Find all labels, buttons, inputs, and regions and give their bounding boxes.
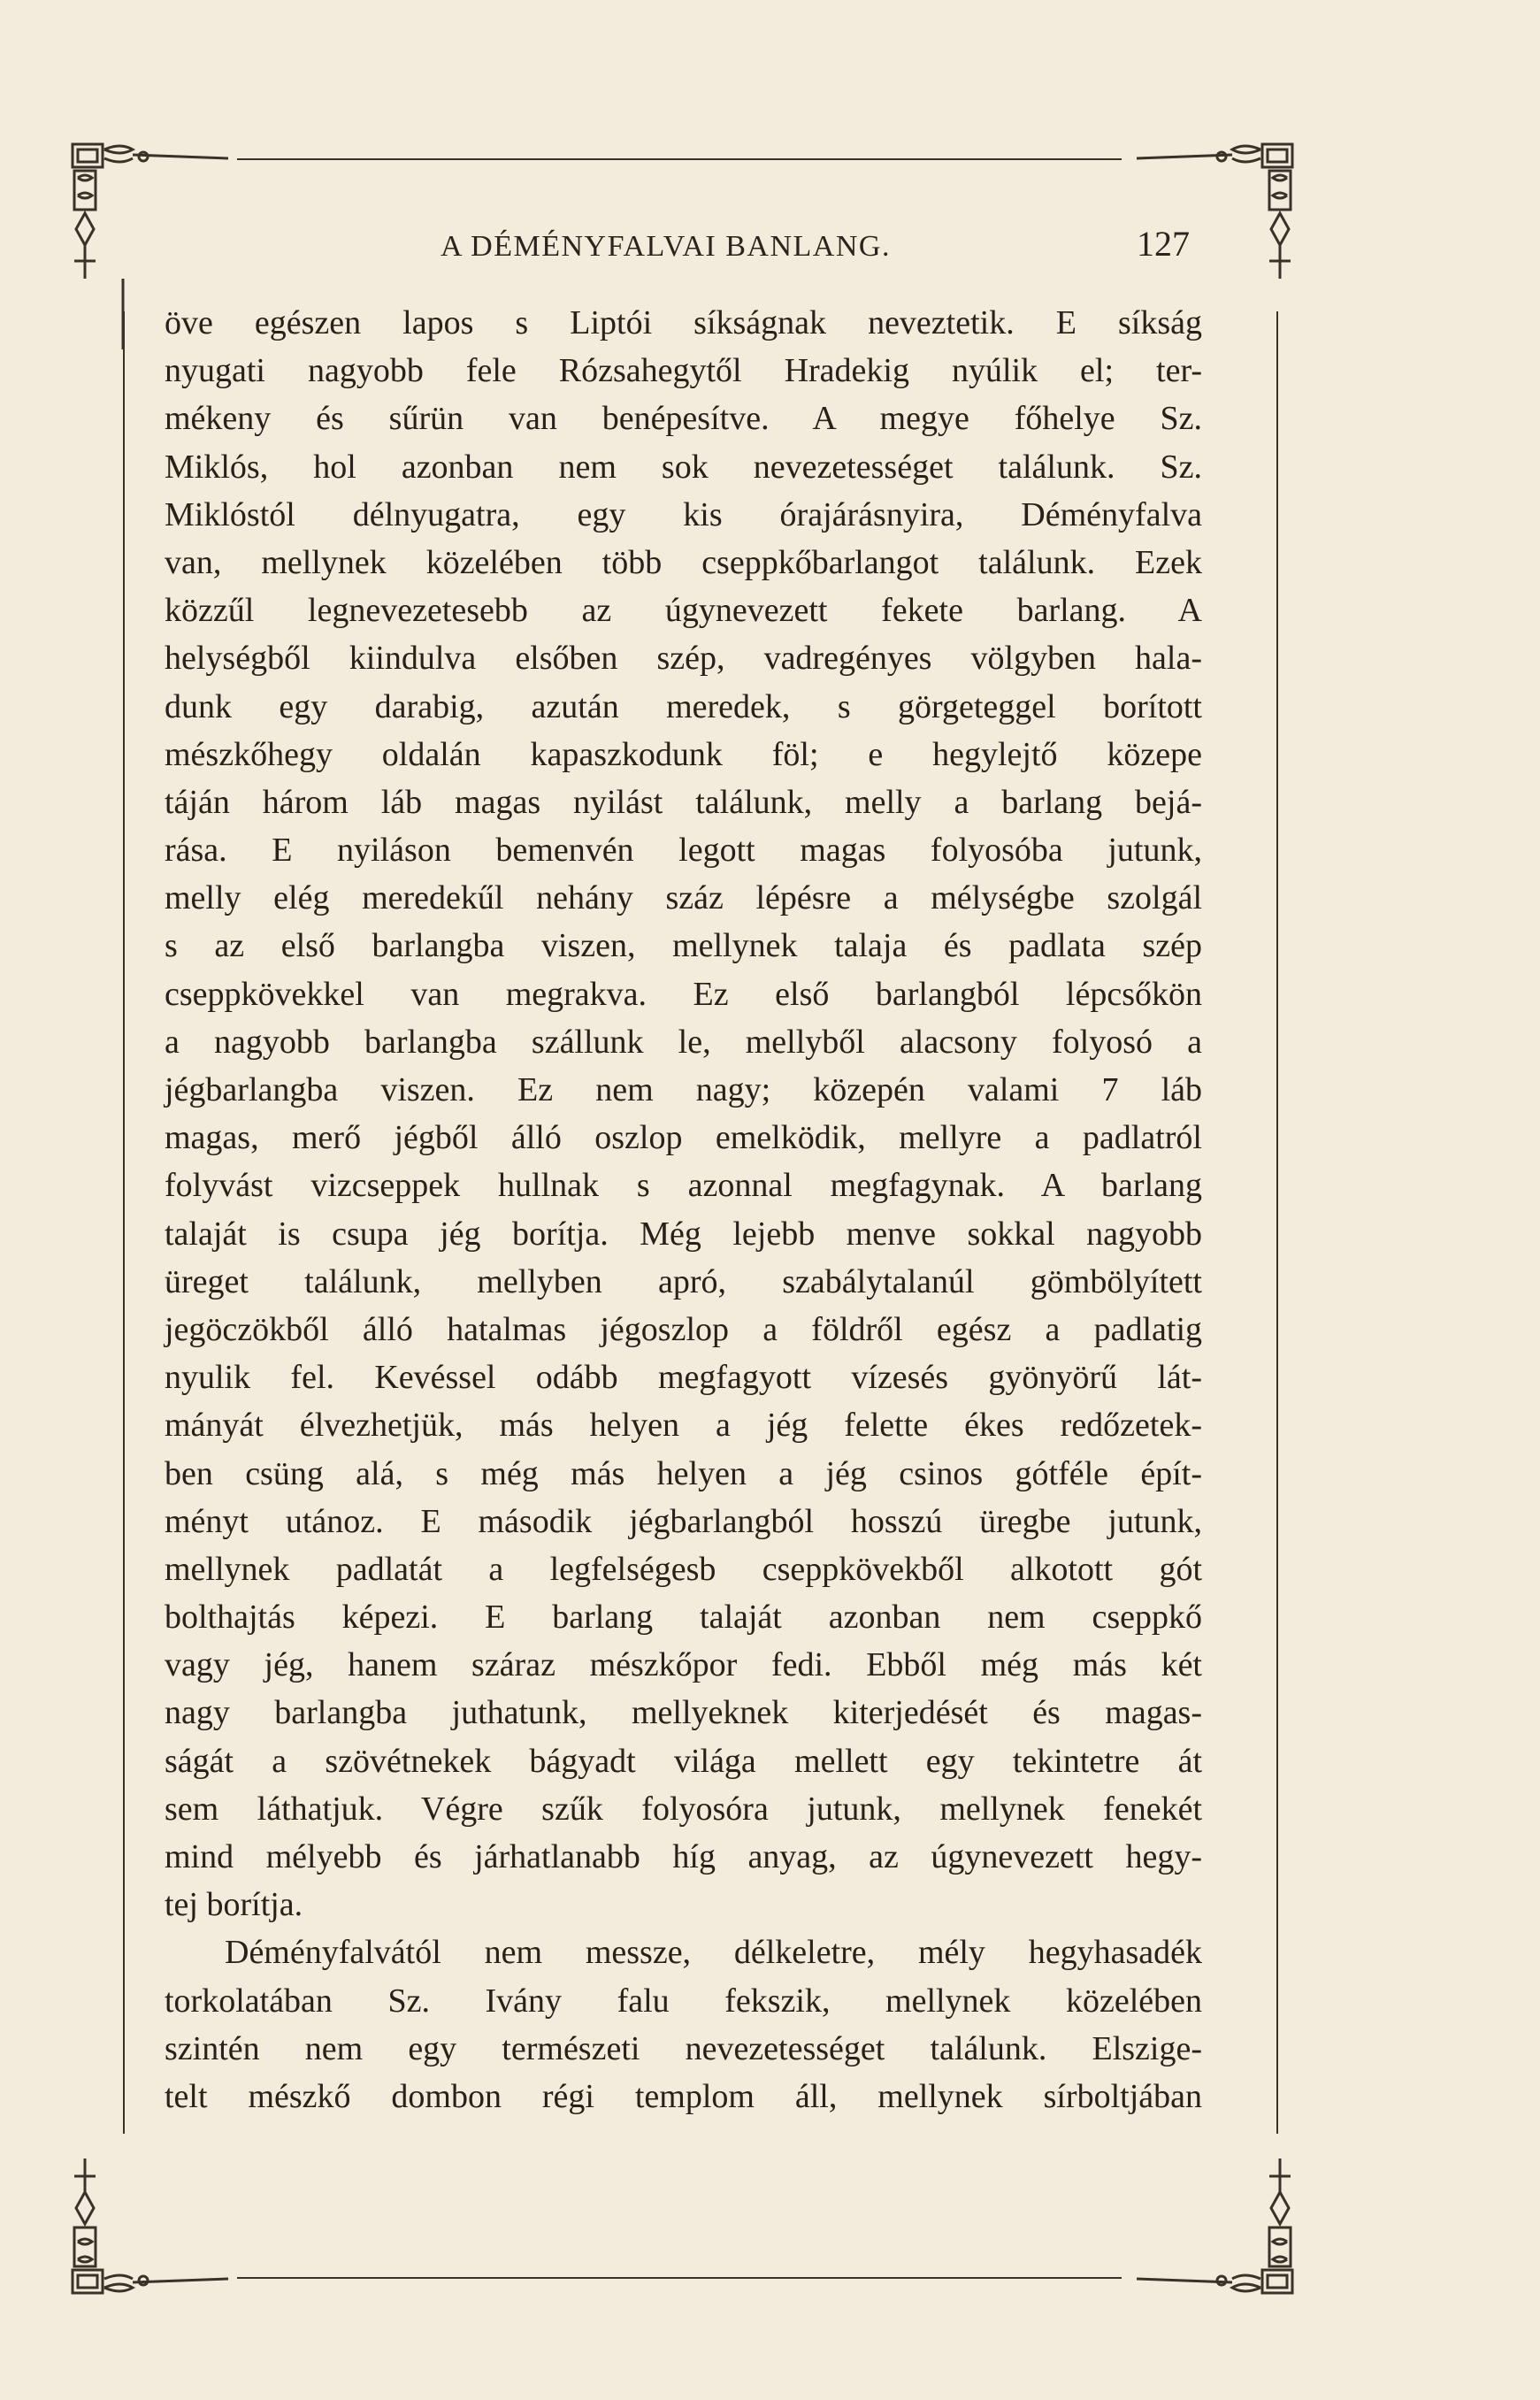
text-line: jegöczökből álló hatalmas jégoszlop a földről egész a padlatig — [165, 1310, 1202, 1348]
text-line: ságát a szövétnekek bágyadt világa mellett egy tekintetre át — [165, 1742, 1202, 1780]
text-line: nagy barlangba juthatunk, mellyeknek kiterjedését és magas- — [165, 1694, 1202, 1732]
text-line: van, mellynek közelében több cseppkőbarlangot találunk. Ezek — [165, 543, 1202, 581]
page-number: 127 — [1137, 224, 1190, 264]
text-line: Miklóstól délnyugatra, egy kis órajárásnyira, Déményfalva — [165, 495, 1202, 533]
top-rule — [237, 158, 1122, 160]
left-rule — [123, 311, 125, 2134]
text-line: üreget találunk, mellyben apró, szabálytalanúl gömbölyített — [165, 1262, 1202, 1300]
text-line: cseppkövekkel van megrakva. Ez első barlangból lépcsőkön — [165, 975, 1202, 1013]
text-line: Déményfalvától nem messze, délkeletre, mély hegyhasadék — [225, 1934, 1202, 1972]
text-line: mellynek padlatát a legfelségesb cseppkövekből alkotott gót — [165, 1550, 1202, 1588]
text-line: mind mélyebb és járhatlanabb híg anyag, az úgynevezett hegy- — [165, 1838, 1202, 1875]
text-line: nyulik fel. Kevéssel odább megfagyott vízesés gyönyörű lát- — [165, 1359, 1202, 1397]
text-line: s az első barlangba viszen, mellynek talaja és padlata szép — [165, 927, 1202, 965]
text-line: közzűl legnevezetesebb az úgynevezett fekete barlang. A — [165, 592, 1202, 630]
body-text — [165, 299, 1202, 2120]
text-line: talaját is csupa jég borítja. Még lejebb menve sokkal nagyobb — [165, 1215, 1202, 1253]
running-head: A DÉMÉNYFALVAI BANLANG. — [441, 230, 891, 263]
text-line: bolthajtás képezi. E barlang talaját azonban nem cseppkő — [165, 1599, 1202, 1637]
text-line: tej borítja. — [165, 1886, 303, 1924]
text-line: melly elég meredekűl nehány száz lépésre a mélységbe szolgál — [165, 879, 1202, 917]
text-line: Miklós, hol azonban nem sok nevezetességet találunk. Sz. — [165, 448, 1202, 486]
text-line: mészkőhegy oldalán kapaszkodunk föl; e hegylejtő közepe — [165, 735, 1202, 773]
text-line: torkolatában Sz. Ivány falu fekszik, mellynek közelében — [165, 1982, 1202, 2020]
text-line: vagy jég, hanem száraz mészkőpor fedi. Ebből még más két — [165, 1646, 1202, 1684]
text-line: dunk egy darabig, azután meredek, s görgeteggel borított — [165, 687, 1202, 725]
text-line: ben csüng alá, s még más helyen a jég csinos gótféle épít- — [165, 1454, 1202, 1492]
text-line: jégbarlangba viszen. Ez nem nagy; közepén valami 7 láb — [165, 1071, 1202, 1108]
text-line: szintén nem egy természeti nevezetességet találunk. Elszige- — [165, 2029, 1202, 2067]
text-line: öve egészen lapos s Liptói síkságnak neveztetik. E síkság — [165, 304, 1202, 341]
text-line: mékeny és sűrün van benépesítve. A megye főhelye Sz. — [165, 400, 1202, 438]
text-line: nyugati nagyobb fele Rózsahegytől Hradekig nyúlik el; ter- — [165, 352, 1202, 390]
text-line: a nagyobb barlangba szállunk le, mellyből alacsony folyosó a — [165, 1023, 1202, 1061]
text-line: telt mészkő dombon régi templom áll, mellynek sírboltjában — [165, 2077, 1202, 2115]
text-line: mányát élvezhetjük, más helyen a jég felette ékes redőzetek- — [165, 1407, 1202, 1445]
text-line: ményt utánoz. E második jégbarlangból hosszú üregbe jutunk, — [165, 1502, 1202, 1540]
right-rule — [1276, 311, 1278, 2134]
text-line: magas, merő jégből álló oszlop emelködik, mellyre a padlatról — [165, 1119, 1202, 1157]
text-line: folyvást vizcseppek hullnak s azonnal megfagynak. A barlang — [165, 1167, 1202, 1205]
bottom-rule — [237, 2277, 1122, 2279]
text-line: táján három láb magas nyilást találunk, melly a barlang bejá- — [165, 783, 1202, 821]
text-line: helységből kiindulva elsőben szép, vadregényes völgyben hala- — [165, 640, 1202, 678]
text-line: sem láthatjuk. Végre szűk folyosóra jutunk, mellynek fenekét — [165, 1790, 1202, 1828]
text-line: rása. E nyiláson bemenvén legott magas folyosóba jutunk, — [165, 832, 1202, 870]
